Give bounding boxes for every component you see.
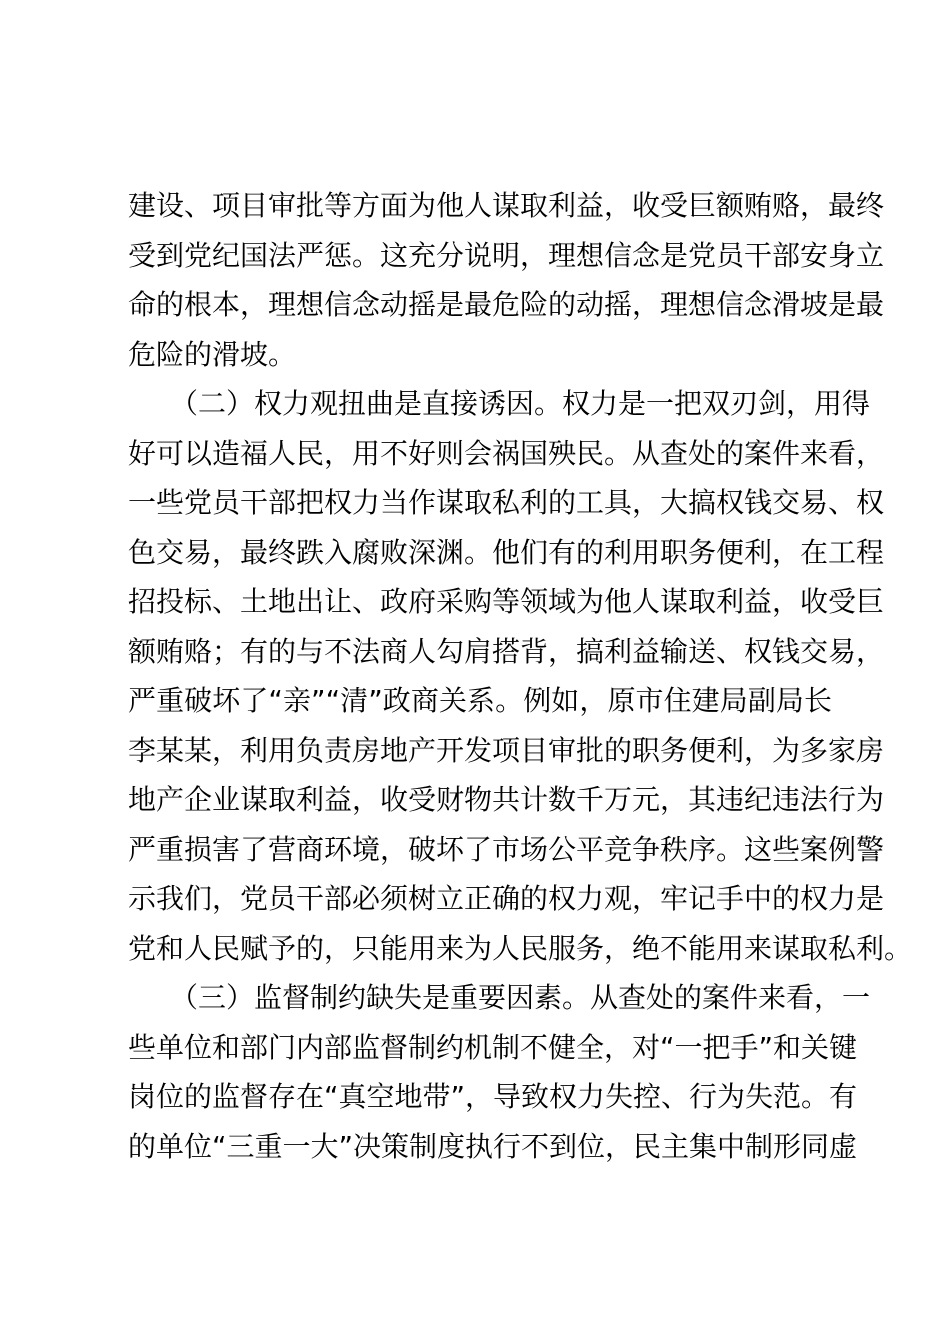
text-line: （二）权力观扭曲是直接诱因。权力是一把双刃剑，用得 — [128, 387, 871, 420]
text-line: 危险的滑坡。 — [128, 337, 297, 371]
text-line: 一些党员干部把权力当作谋取私利的工具，大搞权钱交易、权 — [128, 486, 885, 519]
text-line: 建设、项目审批等方面为他人谋取利益，收受巨额贿赂，最终 — [128, 189, 885, 222]
text-line: 党和人民赋予的，只能用来为人民服务，绝不能用来谋取私利。 — [128, 931, 913, 965]
text-line: 额贿赂；有的与不法商人勾肩搭背，搞利益输送、权钱交易， — [128, 634, 885, 668]
text-line: 岗位的监督存在“真空地带”，导致权力失控、行为失范。有 — [128, 1080, 858, 1113]
text-line: 示我们，党员干部必须树立正确的权力观，牢记手中的权力是 — [128, 882, 885, 915]
text-line: 受到党纪国法严惩。这充分说明，理想信念是党员干部安身立 — [128, 238, 885, 272]
text-line: 地产企业谋取利益，收受财物共计数千万元，其违纪违法行为 — [128, 783, 885, 816]
text-line: 些单位和部门内部监督制约机制不健全，对“一把手”和关键 — [128, 1030, 858, 1064]
text-line: 好可以造福人民，用不好则会祸国殃民。从查处的案件来看， — [128, 436, 885, 470]
text-line: （三）监督制约缺失是重要因素。从查处的案件来看，一 — [128, 981, 871, 1014]
text-line: 的单位“三重一大”决策制度执行不到位，民主集中制形同虚 — [128, 1129, 858, 1163]
text-line: 命的根本，理想信念动摇是最危险的动摇，理想信念滑坡是最 — [128, 288, 885, 321]
text-line: 色交易，最终跌入腐败深渊。他们有的利用职务便利，在工程 — [128, 535, 885, 569]
text-line: 招投标、土地出让、政府采购等领域为他人谋取利益，收受巨 — [128, 585, 885, 618]
body-text — [128, 181, 913, 1171]
text-line: 李某某，利用负责房地产开发项目审批的职务便利，为多家房 — [128, 733, 885, 767]
text-line: 严重破坏了“亲”“清”政商关系。例如，原市住建局副局长 — [128, 684, 832, 717]
text-line: 严重损害了营商环境，破坏了市场公平竞争秩序。这些案例警 — [128, 832, 885, 866]
